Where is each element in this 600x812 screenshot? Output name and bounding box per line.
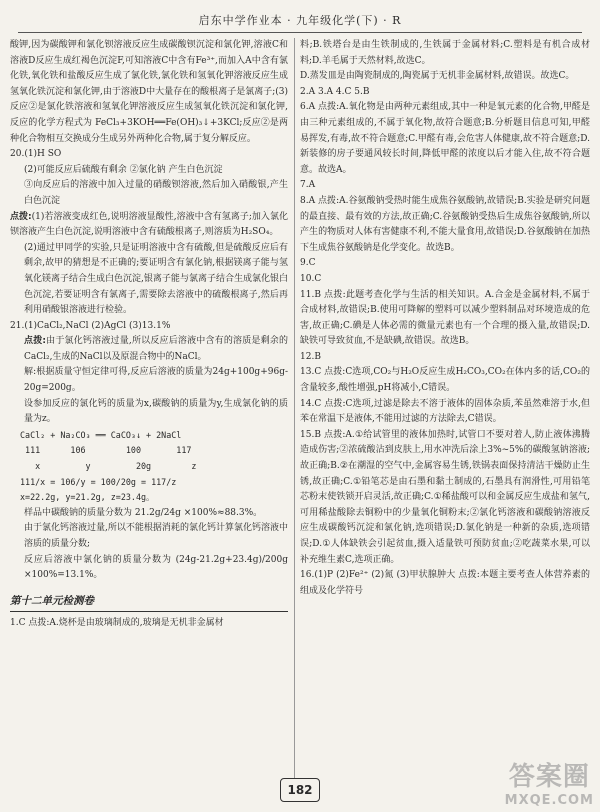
left-column — [10, 38, 288, 632]
q20-tip-label: 点拨: — [10, 211, 32, 222]
q21-mass-fraction: 样品中碳酸钠的质量分数为 21.2g/24g ×100%≈88.3%。 — [24, 507, 263, 518]
equation-result: x=22.2g, y=21.2g, z=23.4g。 — [20, 492, 155, 503]
right-column — [300, 38, 590, 599]
equation-line: CaCl₂ + Na₂CO₃ ══ CaCO₃↓ + 2NaCl — [20, 429, 182, 440]
r-q11: 11.B 点拨:此题考查化学与生活的相关知识。A.合金是金属材料,不属于合成材料,故错误;B.使用可降解的塑料可以减少塑料制品对环境造成的危害,故正确;C.碘是人体必需的微量元素也有一个合理的摄入量,故错误;D.缺铁可导致贫血,不是缺碘,故错误。故选B。 — [300, 289, 590, 347]
watermark-logo: 答案圈 — [508, 762, 590, 792]
watermark — [505, 756, 594, 808]
page-header — [18, 10, 582, 33]
q20-part2: (2)可能反应后硫酸有剩余 ②氯化钠 产生白色沉淀 — [24, 164, 223, 175]
section-title: 第十二单元检测卷 — [10, 594, 288, 613]
watermark-url: MXQE.COM — [504, 793, 594, 808]
r-q8: 8.A 点拨:A.谷氨酸钠受热时能生成焦谷氨酸钠,故错误;B.实验是研究问题的最直接、最有效的方法,故正确;C.谷氨酸钠受热后生成焦谷氨酸钠,所以产生的物质对人体有害健康不利,不能大量食用,故错误;D.谷氨酸钠在加热下生成焦谷氨酸钠是化学变化。故选B。 — [300, 195, 590, 253]
r-paragraph-2: D.蒸发皿是由陶瓷制成的,陶瓷属于无机非金属材料,故错误。故选C。 — [300, 71, 575, 82]
q21-note: 由于氯化钙溶液过量,所以不能根据消耗的氯化钙计算氯化钙溶液中溶质的质量分数; — [24, 523, 288, 549]
r-q15: 15.B 点拨:A.①给试管里的液体加热时,试管口不要对着人,防止液体沸腾造成伤害;②浓硫酸沾到皮肤上,用水冲洗后涂上3%~5%的碳酸氢钠溶液;故正确;B.②在潮湿的空气中,金属容易生锈,铁锅表面保持清洁干燥防止生锈,故正确;C.①铅笔芯是由石墨和黏土制成的,石墨具有润滑性,可用铅笔芯粉末使铁锁开启灵活,故正确;C.①稀盐酸可以和金属反应生成盐和氢气,可用稀盐酸除去铜粉中的少量氧化铜粉末;②氯化钙溶液和碳酸钠溶液反应生成碳酸钙沉淀和氯化钠,选项错误;D.氯化钠是一种新的杂质,选项错误;D.①人体缺铁会引起贫血,摄入适量铁可预防贫血;②吃蔬菜水果,可以补充维生素C,选项正确。 — [300, 429, 590, 565]
q21-answer: 21.(1)CaCl₂,NaCl (2)AgCl (3)13.1% — [10, 320, 171, 331]
equation-masses: 111 106 100 117 — [20, 445, 192, 456]
q21-solution: 解:根据质量守恒定律可得,反应后溶液的质量为24g+100g+96g-20g=200g。 — [24, 367, 288, 394]
r-q13: 13.C 点拨:C选项,CO₂与H₂O反应生成H₂CO₃,CO₂在体内多的话,CO₂的含量较多,酸性增强,pH将减小,C错误。 — [300, 367, 590, 394]
q20-part3: ③向反应后的溶液中加入过量的硝酸钡溶液,然后加入硝酸银,产生白色沉淀 — [24, 180, 288, 206]
r-q16: 16.(1)P (2)Fe²⁺ (2)氮 (3)甲状腺肿大 点拨:本题主要考查人体营养素的组成及化学符号 — [300, 570, 590, 596]
q20-tip-text: (1)若溶液变成红色,说明溶液显酸性,溶液中含有氢离子;加入氯化钡溶液产生白色沉淀,说明溶液中含有硫酸根离子,则溶质为H₂SO₄。 — [10, 211, 288, 238]
r-q9: 9.C — [300, 258, 316, 269]
section-q1: 1.C 点拨:A.烧杯是由玻璃制成的,玻璃是无机非金属材 — [10, 618, 224, 629]
equation-unknowns: x y 20g z — [20, 461, 197, 472]
page-number: 182 — [280, 778, 320, 802]
r-q10: 10.C — [300, 273, 322, 284]
header-title: 启东中学作业本 · 九年级化学(下) · R — [198, 14, 402, 27]
r-paragraph-1: 料;B.铁塔台是由生铁制成的,生铁属于金属材料;C.塑料是有机合成材料;D.羊毛属于天然材料,故选C。 — [300, 40, 590, 66]
q20-answer: 20.(1)H SO — [10, 149, 62, 160]
q21-tip-label: 点拨: — [24, 336, 46, 347]
r-q7: 7.A — [300, 180, 316, 191]
q21-final: 反应后溶液中氯化钠的质量分数为 (24g-21.2g+23.4g)/200g ×100%=13.1%。 — [24, 554, 288, 581]
column-divider — [294, 38, 295, 778]
r-q6: 6.A 点拨:A.氧化物是由两种元素组成,其中一种是氧元素的化合物,甲醛是由三种元素组成的,不属于氧化物,故符合题意;B.分析题目信息可知,甲醛易挥发,有毒,故不符合题意;C.甲醛有毒,会危害人体健康,故不符合题意;D.新装修的房子要通风较长时间,降低甲醛的浓度以后才能入住,故不符合题意。故选A。 — [300, 102, 590, 175]
r-q12: 12.B — [300, 351, 321, 362]
q21-assume: 设参加反应的氯化钙的质量为x,碳酸钠的质量为y,生成氯化钠的质量为z。 — [24, 398, 288, 425]
r-answers-2-5: 2.A 3.A 4.C 5.B — [300, 86, 370, 97]
r-q14: 14.C 点拨:C选项,过滤是除去不溶于液体的固体杂质,苯虽然难溶于水,但苯在常温下是液体,不能用过滤的方法除去,C错误。 — [300, 398, 590, 425]
intro-paragraph: 酸钾,因为碳酸钾和氯化钡溶液反应生成碳酸钡沉淀和氯化钾,溶液C和溶液D反应生成红褐色沉淀F,可知溶液C中含有Fe³⁺,而加入A中含有氯化铁,氧化铁和盐酸反应生成了氯化铁,氯化铁和氢氧化钾溶液反应生成氢氧化铁沉淀和氯化钾,由于溶液D中大量存在的酸根离子是氯离子;(3)反应②是氯化铁溶液和氢氧化钾溶液反应生成氢氧化铁沉淀和氯化钾,反应的化学方程式为 FeCl₃+3KOH══Fe(OH)₃↓+3KCl;反应②是两种化合物相互交换成分生成另外两种化合物,属于复分解反应。 — [10, 40, 288, 144]
q20-tip-text2: (2)通过甲同学的实验,只是证明溶液中含有硫酸,但是硫酸反应后有剩余,故甲的猜想是不正确的;要证明含有氯化钠,根据镁离子能与氢氧化镁离子结合生成白色沉淀,银离子能与氯离子结合生成氯化银白色沉淀,若要证明含有氯离子,需要除去溶液中的硫酸根离子,然后再利用硝酸银溶液进行检验。 — [24, 242, 288, 316]
equation-ratio: 111/x = 106/y = 100/20g = 117/z — [20, 476, 177, 487]
q21-tip-text: 由于氯化钙溶液过量,所以反应后溶液中含有的溶质是剩余的CaCl₂,生成的NaCl以及原混合物中的NaCl。 — [24, 336, 288, 362]
